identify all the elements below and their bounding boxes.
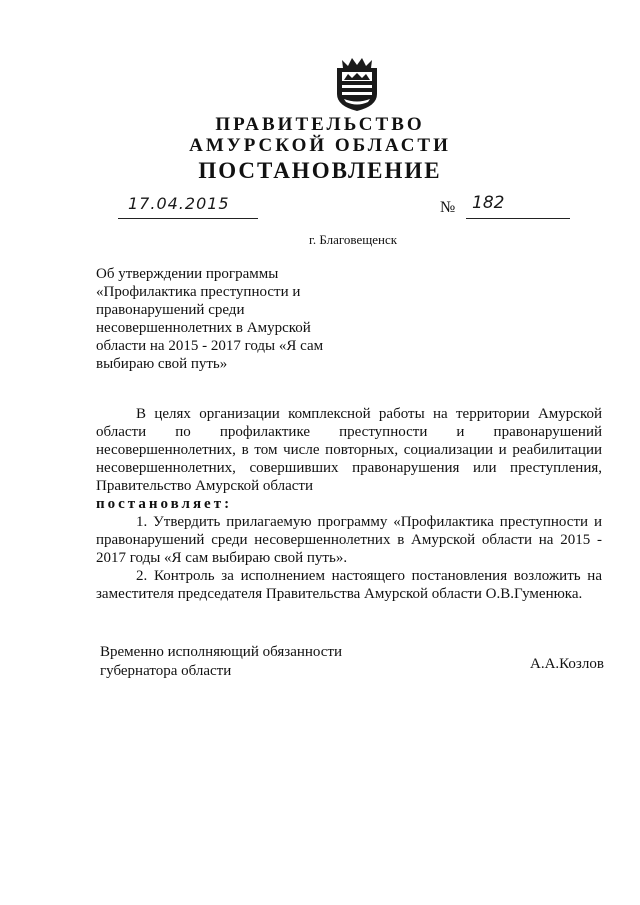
document-body [96,405,602,603]
signatory-position [100,643,360,681]
item-2-paragraph: 2. Контроль за исполнением настоящего постановления возложить на заместителя председателя Правительства Амурской области О.В.Гуменюка. [96,568,602,602]
number-sign: № [440,199,456,216]
coat-of-arms-icon [334,56,380,112]
signatory-name: А.А.Козлов [530,656,604,672]
signatory-position-line-2: губернатора области [100,663,232,679]
intro-paragraph: В целях организации комплексной работы на территории Амурской области по профилактике преступности и правонарушений несовершеннолетних, в том числе повторных, социализации и реабилитации несовершеннолетних, совершивших правонарушения или преступления, Правительство Амурской области [96,406,602,494]
document-type-title: ПОСТАНОВЛЕНИЕ [198,158,442,183]
region-title: АМУРСКОЙ ОБЛАСТИ [189,135,451,156]
resolves-heading: постановляет: [96,496,233,512]
document-subject: Об утверждении программы «Профилактика преступности и правонарушений среди несовершеннолетних в Амурской области на 2015 - 2017 годы «Я сам выбираю свой путь» [96,266,324,372]
document-number: 182 [472,193,505,213]
city-name: г. Благовещенск [308,232,398,247]
signatory-position-line-1: Временно исполняющий обязанности [100,644,343,660]
item-1-paragraph: 1. Утвердить прилагаемую программу «Профилактика преступности и правонарушений среди несовершеннолетних в Амурской области на 2015 - 2017 годы «Я сам выбираю свой путь». [96,514,602,566]
government-title: ПРАВИТЕЛЬСТВО [215,114,425,135]
document-date: 17.04.2015 [128,194,230,213]
